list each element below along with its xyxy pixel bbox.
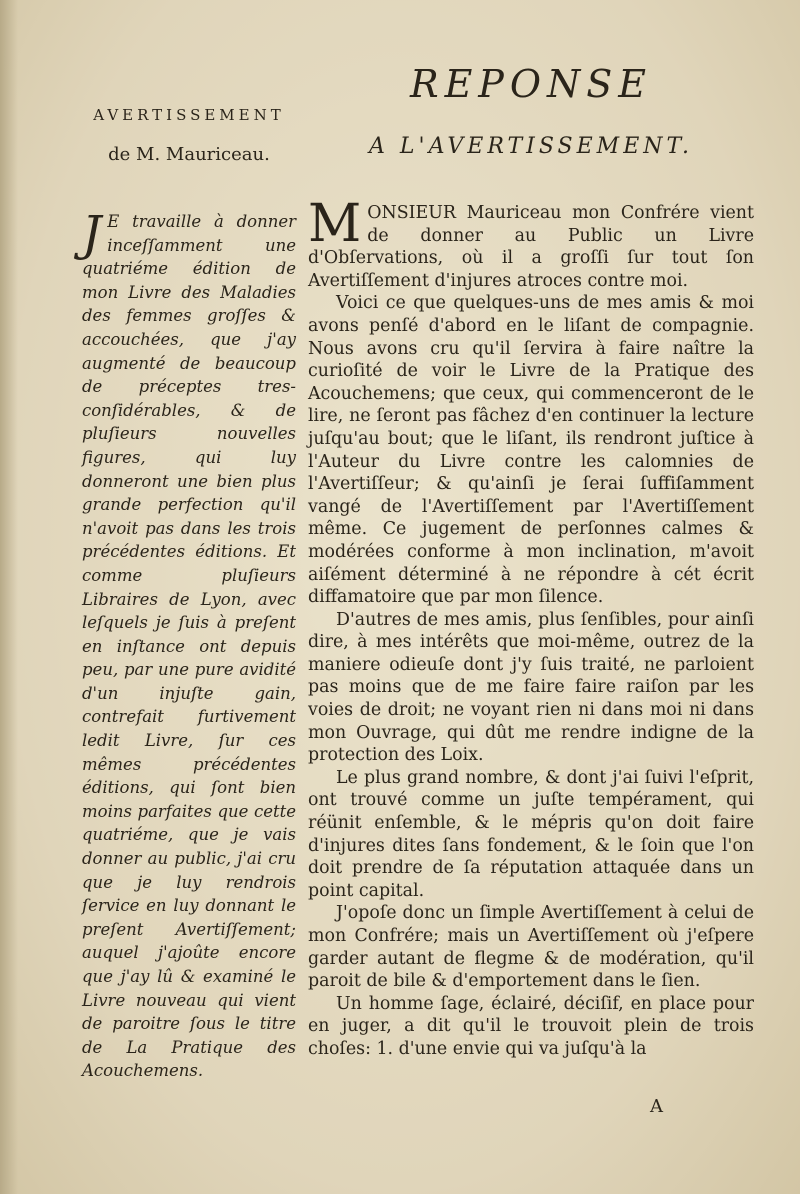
right-dropcap: M [308, 194, 362, 254]
right-column [308, 60, 754, 1061]
left-dropcap: J [82, 206, 102, 262]
binding-shadow [0, 0, 18, 1194]
paragraph: D'autres de mes amis, plus ſenſibles, pour ainſi dire, à mes intérêts que moi-même, outrez de la maniere odieuſe dont j'y ſuis traité, ne parloient pas moins que de me faire faire raiſon par les voies de droit; ne voyant rien ni dans moi ni dans mon Ouvrage, qui dût me rendre indigne de la protection des Loix. [308, 609, 754, 766]
catchword: A [650, 1096, 663, 1117]
page-subtitle: A L'AVERTISSEMENT. [369, 134, 693, 159]
right-body [308, 194, 754, 1061]
paragraph: Voici ce que quelques-uns de mes amis & moi avons penſé d'abord en le liſant de compagnie. Nous avons cru qu'il ſervira à faire naître la curioſité de voir le Livre de la Pratique des Acouchemens; que ceux, qui commenceront de le lire, ne ſeront pas fâchez d'en continuer la lecture juſqu'au bout; que le liſant, ils rendront juſtice à l'Auteur du Livre contre les calomnies de l'Avertiſſeur; & qu'ainſi je ſerai ſuffiſamment vangé de l'Avertiſſement par l'Avertiſſement même. Ce jugement de perſonnes calmes & modérées conforme à mon inclination, m'avoit aiſément déterminé à ne répondre à cét écrit diffamatoire que par mon ſilence. [308, 293, 754, 608]
left-body [82, 206, 296, 1083]
page-title: REPONSE [409, 62, 653, 106]
left-heading: AVERTISSEMENT [93, 106, 285, 124]
left-text: E travaille à donner inceſſamment une quatriéme édition de mon Livre des Maladies des femmes groſſes & accouchées, que j'ay augmenté de beaucoup de préceptes tres-conſidérables, & de pluſieurs nouvelles figures, qui luy donneront une bien plus grande perfection qu'il n'avoit pas dans les trois précédentes éditions. Et comme pluſieurs Libraires de Lyon, avec leſquels je ſuis à preſent en inſtance ont depuis peu, par une pure avidité d'un injuſte gain, contrefait furtivement ledit Livre, ſur ces mêmes précédentes éditions, qui ſont bien moins parfaites que cette quatriéme, que je vais donner au public, j'ai cru que je luy rendrois ſervice en luy donnant le preſent Avertiſſement; auquel j'ajoûte encore que j'ay lû & examiné le Livre nouveau qui vient de paroitre ſous le titre de La Pratique des Acouchemens. [82, 212, 296, 1081]
paragraph: J'opoſe donc un ſimple Avertiſſement à celui de mon Confrére; mais un Avertiſſement où j'eſpere garder autant de flegme & de modération, qu'il paroit de bile & d'emportement dans le ſien. [308, 903, 754, 992]
paragraph: MONSIEUR Mauriceau mon Confrére vient de donner au Public un Livre d'Obſervations, où il a groſſi ſur tout ſon Avertiſſement d'injures atroces contre moi. [308, 194, 754, 291]
paragraph: Le plus grand nombre, & dont j'ai ſuivi l'eſprit, ont trouvé comme un juſte tempérament, qui réünit enſemble, & le mépris qu'on doit faire d'injures dites ſans fondement, & le ſoin que l'on doit prendre de ſa réputation attaquée dans un point capital. [308, 767, 754, 901]
left-subheading: de M. Mauriceau. [108, 144, 270, 165]
paragraph: Un homme ſage, éclairé, déciſif, en place pour en juger, a dit qu'il le trouvoit plein de trois choſes: 1. d'une envie qui va juſqu'à la [308, 993, 754, 1059]
left-column [82, 104, 296, 1083]
